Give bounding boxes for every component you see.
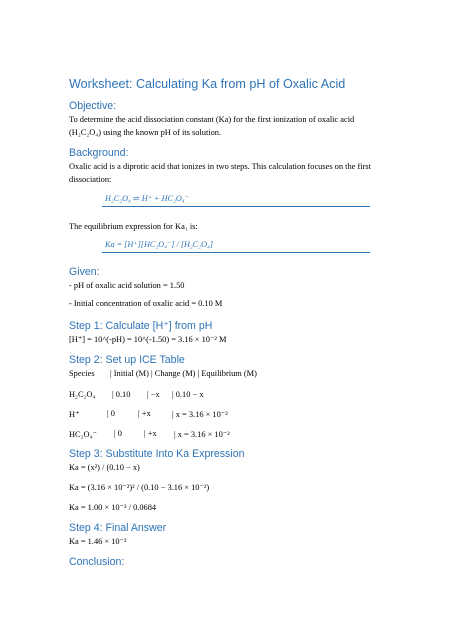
ice-row-equilibrium: | x = 3.16 × 10⁻² [174,430,230,439]
ice-row-equilibrium: | x = 3.16 × 10⁻² [172,410,228,419]
objective-line-2: (H₂C₂O₄) using the known pH of its solution. [69,128,222,137]
ice-row-species: H⁺ [69,410,80,419]
background-line-2: dissociation: [69,175,112,184]
given-item-ph: - pH of oxalic acid solution = 1.50 [69,281,185,290]
background-line-1: Oxalic acid is a diprotic acid that ionizes in two steps. This calculation focuses on the first [69,162,371,171]
dissociation-equation: H₂C₂O₄ ⇌ H⁺ + HC₂O₄⁻ [105,194,189,203]
ice-header-species: Species [69,369,95,378]
step3-line-2: Ka = (3.16 × 10⁻²)² / (0.10 − 3.16 × 10⁻²) [69,483,210,492]
ice-row-initial: | 0.10 [112,390,131,399]
step1-heading: Step 1: Calculate [H⁺] from pH [69,320,213,332]
ice-row-equilibrium: | 0.10 − x [172,390,204,399]
ice-row-change: | +x [138,409,151,418]
equation-underline [102,206,370,207]
ice-row-change: | +x [144,429,157,438]
equilibrium-expression: Ka = [H⁺][HC₂O₄⁻] / [H₂C₂O₄] [105,240,214,249]
ice-row-species: H₂C₂O₄ [69,390,96,399]
background-heading: Background: [69,147,129,159]
step4-line: Ka = 1.46 × 10⁻² [69,537,127,546]
step1-line: [H⁺] = 10^(-pH) = 10^(-1.50) = 3.16 × 10⁻² M [69,335,227,344]
step4-heading: Step 4: Final Answer [69,522,167,534]
conclusion-heading: Conclusion: [69,556,125,568]
step3-line-3: Ka = 1.00 × 10⁻³ / 0.0684 [69,503,157,512]
given-heading: Given: [69,266,100,278]
ice-row-species: HC₂O₄⁻ [69,430,97,439]
expression-intro: The equilibrium expression for Ka₁ is: [69,222,198,231]
objective-heading: Objective: [69,100,117,112]
expression-underline [102,252,370,253]
step3-heading: Step 3: Substitute Into Ka Expression [69,448,245,460]
ice-row-initial: | 0 [107,409,115,418]
given-item-concentration: - Initial concentration of oxalic acid = 0.10 M [69,299,223,308]
step3-line-1: Ka = (x²) / (0.10 − x) [69,463,140,472]
ice-row-change: | −x [147,390,160,399]
step2-heading: Step 2: Set up ICE Table [69,354,185,366]
ice-header-columns: | Initial (M) | Change (M) | Equilibrium (M) [110,369,257,378]
objective-line-1: To determine the acid dissociation constant (Ka) for the first ionization of oxalic acid [69,115,355,124]
ice-row-initial: | 0 [114,429,122,438]
worksheet-title: Worksheet: Calculating Ka from pH of Oxalic Acid [69,77,346,91]
